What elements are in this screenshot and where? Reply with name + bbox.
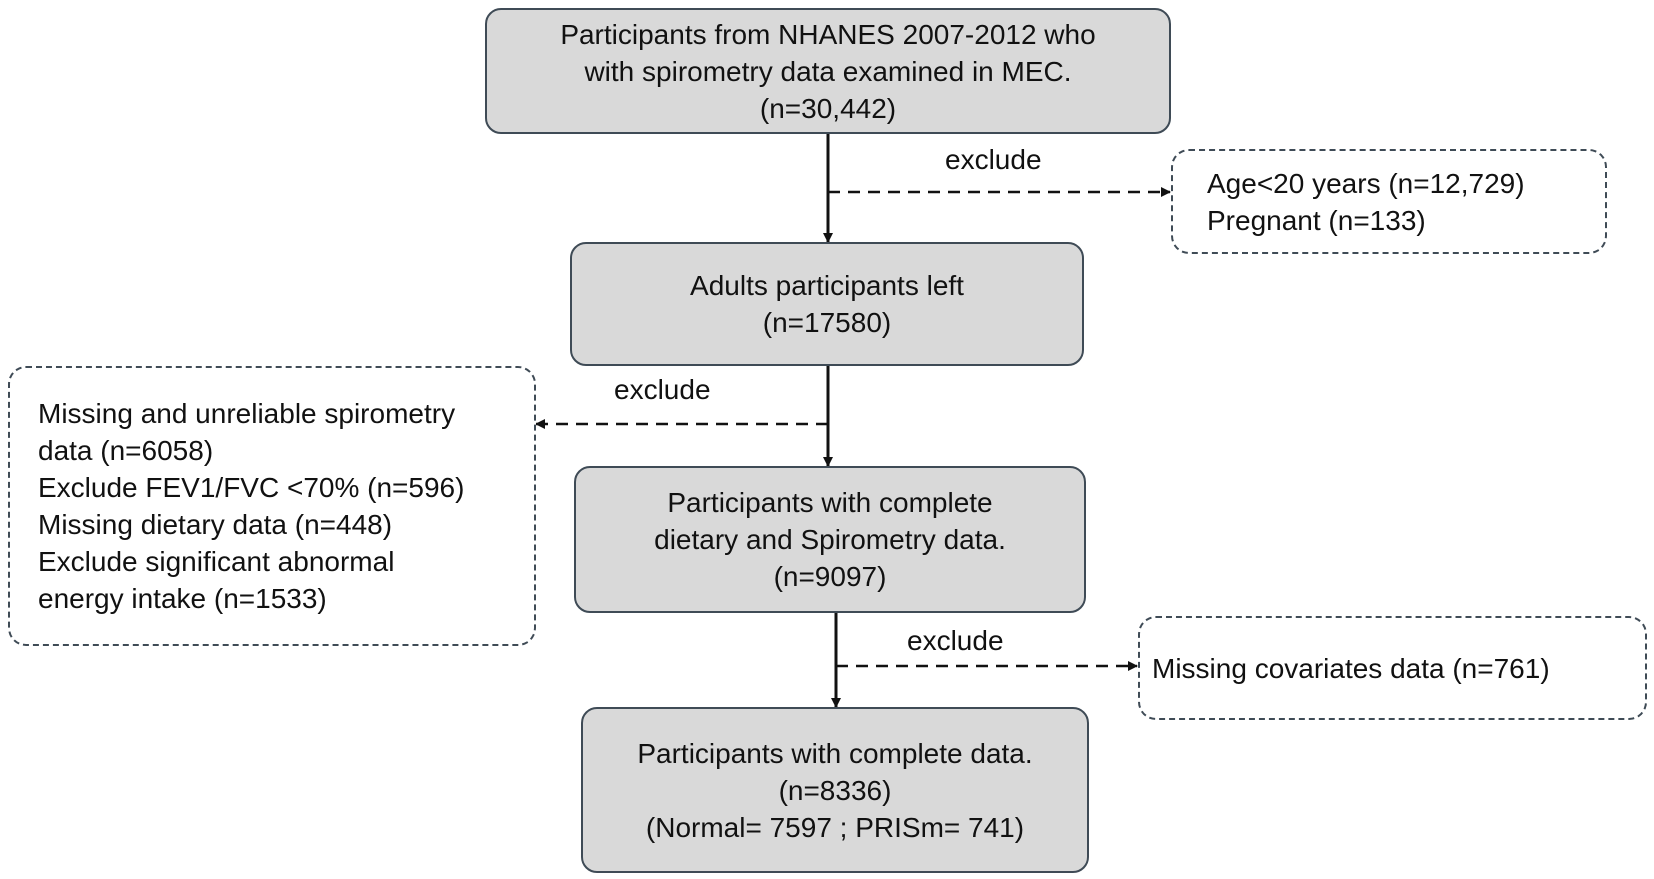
step4-line-2: (n=8336)	[778, 774, 892, 806]
exclude-label-1: exclude	[945, 144, 1042, 175]
step1-line-1: Participants from NHANES 2007-2012 who	[560, 18, 1096, 50]
step3-line-3: (n=9097)	[773, 561, 887, 592]
step1-participants-box	[485, 8, 1171, 134]
step2-adults-box	[570, 242, 1084, 366]
step4-line-1: Participants with complete data.	[637, 737, 1033, 769]
exclusion-2-box	[8, 366, 536, 646]
step4-final-sample-box	[581, 707, 1089, 873]
step4-line-3: (Normal= 7597 ; PRISm= 741)	[645, 811, 1025, 843]
exclude-label-2: exclude	[614, 374, 711, 405]
exclusion-2-line-6: energy intake (n=1533)	[38, 583, 327, 614]
step1-line-3: (n=30,442)	[759, 92, 897, 124]
exclusion-2-line-2: data (n=6058)	[38, 435, 214, 466]
exclusion-2-line-1: Missing and unreliable spirometry	[38, 398, 456, 429]
step1-line-2: with spirometry data examined in MEC.	[584, 55, 1072, 87]
step3-line-1: Participants with complete	[667, 487, 993, 518]
step3-line-2: dietary and Spirometry data.	[654, 524, 1006, 555]
exclusion-3-box	[1138, 616, 1647, 720]
exclusion-2-line-3: Exclude FEV1/FVC <70% (n=596)	[38, 472, 465, 503]
exclusion-3-line-1: Missing covariates data (n=761)	[1152, 652, 1550, 684]
exclusion-1-line-2: Pregnant (n=133)	[1207, 204, 1426, 236]
exclude-label-3: exclude	[907, 625, 1004, 656]
step2-line-2: (n=17580)	[762, 307, 892, 338]
exclusion-2-line-4: Missing dietary data (n=448)	[38, 509, 393, 540]
exclusion-1-line-1: Age<20 years (n=12,729)	[1207, 167, 1525, 199]
step2-line-1: Adults participants left	[690, 270, 964, 301]
step3-complete-dietary-box	[574, 466, 1086, 613]
exclusion-1-box	[1171, 149, 1607, 254]
exclusion-2-line-5: Exclude significant abnormal	[38, 546, 395, 577]
